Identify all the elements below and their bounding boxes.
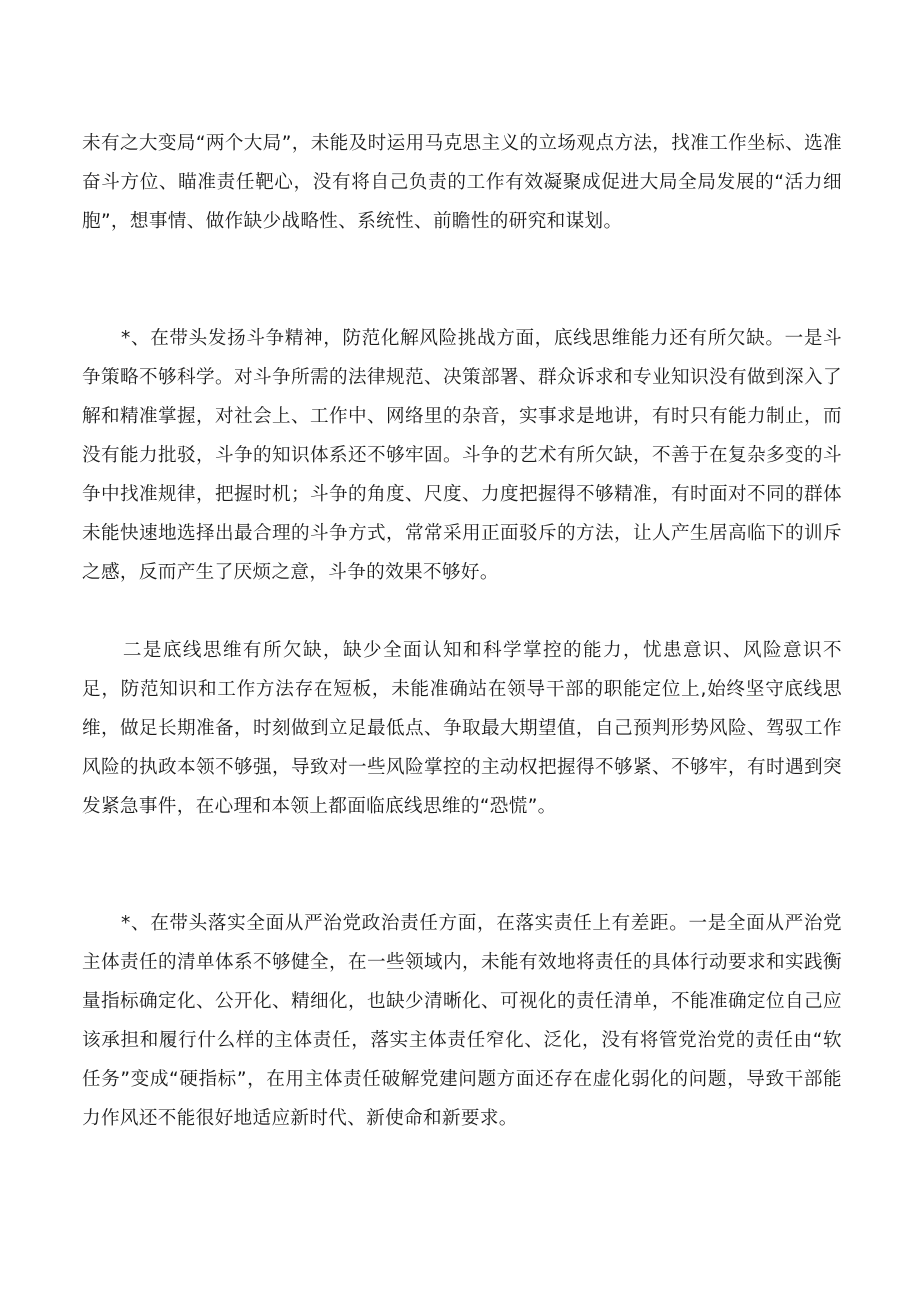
paragraph-bottom-line-thinking: 二是底线思维有所欠缺，缺少全面认知和科学掌控的能力，忧患意识、风险意识不足，防范知识和工作方法存在短板，未能准确站在领导干部的职能定位上,始终坚守底线思维，做足长期准备，时刻做到立足最低点、争取最大期望值，自己预判形势风险、驾驭工作风险的执政本领不够强，导致对一些风险掌控的主动权把握得不够紧、不够牢，有时遇到突发紧急事件，在心理和本领上都面临底线思维的“恐慌”。 [82, 640, 842, 817]
paragraph-continuation: 未有之大变局“两个大局”，未能及时运用马克思主义的立场观点方法，找准工作坐标、选准奋斗方位、瞄准责任靶心，没有将自己负责的工作有效凝聚成促进大局全局发展的“活力细胞”，想事情、做作缺少战略性、系统性、前瞻性的研究和谋划。 [82, 133, 842, 232]
paragraph-struggle-spirit: *、在带头发扬斗争精神，防范化解风险挑战方面，底线思维能力还有所欠缺。一是斗争策略不够科学。对斗争所需的法律规范、决策部署、群众诉求和专业知识没有做到深入了解和精准掌握，对社会上、工作中、网络里的杂音，实事求是地讲，有时只有能力制止，而没有能力批驳，斗争的知识体系还不够牢固。斗争的艺术有所欠缺，不善于在复杂多变的斗争中找准规律，把握时机；斗争的角度、尺度、力度把握得不够精准，有时面对不同的群体未能快速地选择出最合理的斗争方式，常常采用正面驳斥的方法，让人产生居高临下的训斥之感，反而产生了厌烦之意，斗争的效果不够好。 [82, 328, 842, 583]
paragraph-party-governance: *、在带头落实全面从严治党政治责任方面，在落实责任上有差距。一是全面从严治党主体责任的清单体系不够健全，在一些领域内，未能有效地将责任的具体行动要求和实践衡量指标确定化、公开化、精细化，也缺少清晰化、可视化的责任清单，不能准确定位自己应该承担和履行什么样的主体责任，落实主体责任窄化、泛化，没有将管党治党的责任由“软任务”变成“硬指标”，在用主体责任破解党建问题方面还存在虚化弱化的问题，导致干部能力作风还不能很好地适应新时代、新使命和新要求。 [82, 913, 842, 1129]
